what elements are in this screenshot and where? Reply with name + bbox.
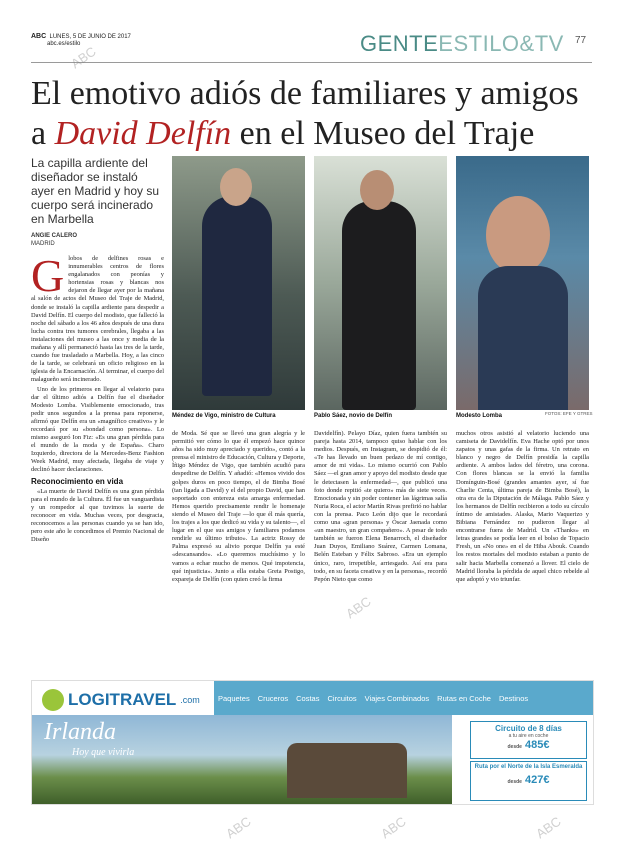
logitravel-ad[interactable] <box>31 680 594 805</box>
site-url: abc.es/estilo <box>47 41 81 47</box>
ad-nav-item[interactable]: Costas <box>296 693 320 703</box>
globe-icon <box>42 689 64 711</box>
page-number: 77 <box>575 35 587 46</box>
article-headline: El emotivo adiós de familiares y amigos a David Delfín en el Museo del Traje <box>31 75 579 152</box>
ad-logo: LOGITRAVEL .com <box>42 687 202 713</box>
caption-photo-2: Pablo Sáez, novio de Delfín <box>314 413 393 419</box>
article-deck: La capilla ardiente del diseñador se instaló ayer en Madrid y hoy su cuerpo será incinerado en Marbella <box>31 156 160 226</box>
caption-photo-3: Modesto Lomba <box>456 413 502 419</box>
ad-destination: Irlanda <box>44 719 116 745</box>
ad-offer-2[interactable]: Ruta por el Norte de la Isla Esmeralda desde 427€ <box>470 761 587 801</box>
section-title: GENTEESTILO&TV <box>360 31 564 56</box>
watermark: ABC <box>343 593 374 622</box>
ad-tagline: Hoy que vivirla <box>72 747 135 758</box>
body-column-4: muchos otros asistió al velatorio luciendo una camiseta de Davidelfín. Eva Hache optó por unos zapatos y unas gafas de la firma. Un retrato en blanco y negro de Delfín presidía la capilla ardiente. A ambos lados del féretro, una corona. Con flores blancas se la envió la familia Domínguin-Bosé (grandes amantes ayer, sí fue Charlie Centa, última pareja de Bimba Bosé), la otra era de la Diputación de Málaga. Pablo Sáez y los hermanos de Delfín recibieron a todo su círculo íntimo de amistades. Alaska, Mario Vaquerizo y Bibiana Fernández no pudieron llegar al encontrarse fuera de Madrid. Un «Thanks» en letras grandes se podía leer en el bolso de Topacio Fresh, un «No one» en el de Hiba Abouk. Cuando los restos mortales del modisto estaban a punto de salir hacia Marbella comenzó a llover. El cielo de Madrid lloraba la pérdida de aquel chico rebelde al que adoptó y vio triunfar. <box>456 430 589 583</box>
subhead: Reconocimiento en vida <box>31 476 124 486</box>
publication-name: ABC <box>31 33 47 40</box>
photo-pablo-saez <box>314 156 447 410</box>
dropcap: G <box>31 255 65 301</box>
ad-nav-item[interactable]: Paquetes <box>218 693 250 703</box>
watermark: ABC <box>223 813 254 842</box>
photo-modesto-lomba <box>456 156 589 410</box>
causeway-rocks <box>287 743 407 798</box>
header-rule <box>31 62 592 63</box>
watermark: ABC <box>378 813 409 842</box>
ad-offer-1[interactable]: Circuito de 8 días a tu aire en coche desde 485€ <box>470 721 587 759</box>
masthead-info <box>31 33 131 48</box>
ad-nav-item[interactable]: Circuitos <box>327 693 357 703</box>
ad-nav-item[interactable]: Viajes Combinados <box>364 693 430 703</box>
caption-photo-1: Méndez de Vigo, ministro de Cultura <box>172 413 276 419</box>
photo-mendez-de-vigo <box>172 156 305 410</box>
watermark: ABC <box>68 43 99 72</box>
photo-credit: FOTOS: EFE Y GTRES <box>545 411 593 416</box>
body-column-2: de Moda. Sé que se llevó una gran alegría y le permitió ver cómo lo que él empezó hace quince años ha sido muy apreciado y querido», contó a la prensa el ministro de Educación, Cultura y Deporte, Íñigo Méndez de Vigo, que también acudió para despedirse de Delfín. Y añadió: «Hemos vivido dos golpes duros en poco tiempo, el de Bimba Bosé (tan ligada a David) y el del propio David, que han soportado con entereza esta amarga enfermedad. Hemos querido precisamente rendir le homenaje siendo el Museo del Traje —lo que él más quería, los trajes a los que dedicó su vida y su talento—, el lugar en el que sus amigos y familiares podamos rendirle su último tributo». La actriz Rossy de Palma expresó su alivio porque Delfín ya esté «descansando». «Lo queremos muchísimo y lo vamos a echar mucho de menos. Qué impotencia, qué injusticia». Junto a ella estaba Greta Postigo, expareja de Delfín (con quien creó la firma <box>172 430 305 583</box>
ad-nav-item[interactable]: Destinos <box>498 693 529 703</box>
date-line: LUNES, 5 DE JUNIO DE 2017 <box>49 34 131 40</box>
body-column-3: Davidelfín). Pelayo Díaz, quien fuera también su pareja hasta 2014, tampoco quiso hablar con los medios. Después, en Instagram, se despidió de él: «Te has llevado un buen pedazo de mí contigo, amor de mi vida». Lo mismo ocurrió con Pablo Sáez —el gran amor y apoyo del modisto desde que le detectasen la enfermedad—, que publicó una foto donde repitió «te quiero» más de siete veces. Emocionada y sin poder contener las lágrimas salía Nuria Roca, el actor Martín Rivas prefirió no hablar con la prensa. Paco León dijo que le recordará como una «gran persona» y Óscar Jaenada como «un maestro, un gran compañero». A pesar de todo también se fueron Elena Benarroch, el diseñador Juan Duyos, Emiliano Suárez, Carmen Lomana, Belén Esteban y Félix Sabroso. «Era un ejemplo único, raro, irrepetible, arriesgado. Así era para todo, en su faceta creativa y en la persona», recordó Pepón Nieto que como <box>314 430 447 583</box>
ad-nav-item[interactable]: Cruceros <box>257 693 289 703</box>
ad-nav-bar <box>214 681 594 715</box>
ad-nav-item[interactable]: Rutas en Coche <box>437 693 491 703</box>
body-column-1: Globos de delfines rosas e innumerables centros de flores engalanados con peonías y hortensias rosas y blancas nos dejaron de llegar ayer por la mañana al salón de actos del Museo del Traje de Madrid, donde se instaló la capilla ardiente para despedir a David Delfín. El cuerpo del modisto, que falleció la noche del sábado a los 46 años después de una dura lucha contra tres tumores cerebrales, llegaba a las instalaciones del museo a las once y media de la mañana y allí permaneció hasta las tres de la tarde, cuando fue trasladado a Marbella. Hoy, a las cinco de la tarde, se celebrará un oficio religioso en la iglesia de la Encarnación. Al terminar, el cuerpo del malagueño será incinerado. Uno de los primeros en llegar al velatorio para dar el último adiós a Delfín fue el diseñador Modesto Lomba. Visiblemente emocionado, tras pedir unos segundos a la prensa para reponerse, afirmó que Delfín era un «magnífico creativo» y le recordará por su «bondad como persona». Lo mismo aseguró Ion Fiz: «Es una gran pérdida para el mundo de la moda y de España». Charo Izquierdo, directora de la Mercedes-Benz Fashion Week Madrid, muy afectada, llegaba de viaje y declinó hacer declaraciones. Reconocimiento en vida «La muerte de David Delfín es una gran pérdida para el mundo de la Cultura. Él fue un vanguardista y un rompedor al que tuvimos la suerte de reconocer en vida. Muchas veces, por desgracia, reconocemos a las personas cuando ya se han ido, pero este año le concedimos el Premio Nacional de Diseño <box>31 255 164 544</box>
byline: ANGIE CALERO MADRID <box>31 233 78 247</box>
watermark: ABC <box>533 813 564 842</box>
